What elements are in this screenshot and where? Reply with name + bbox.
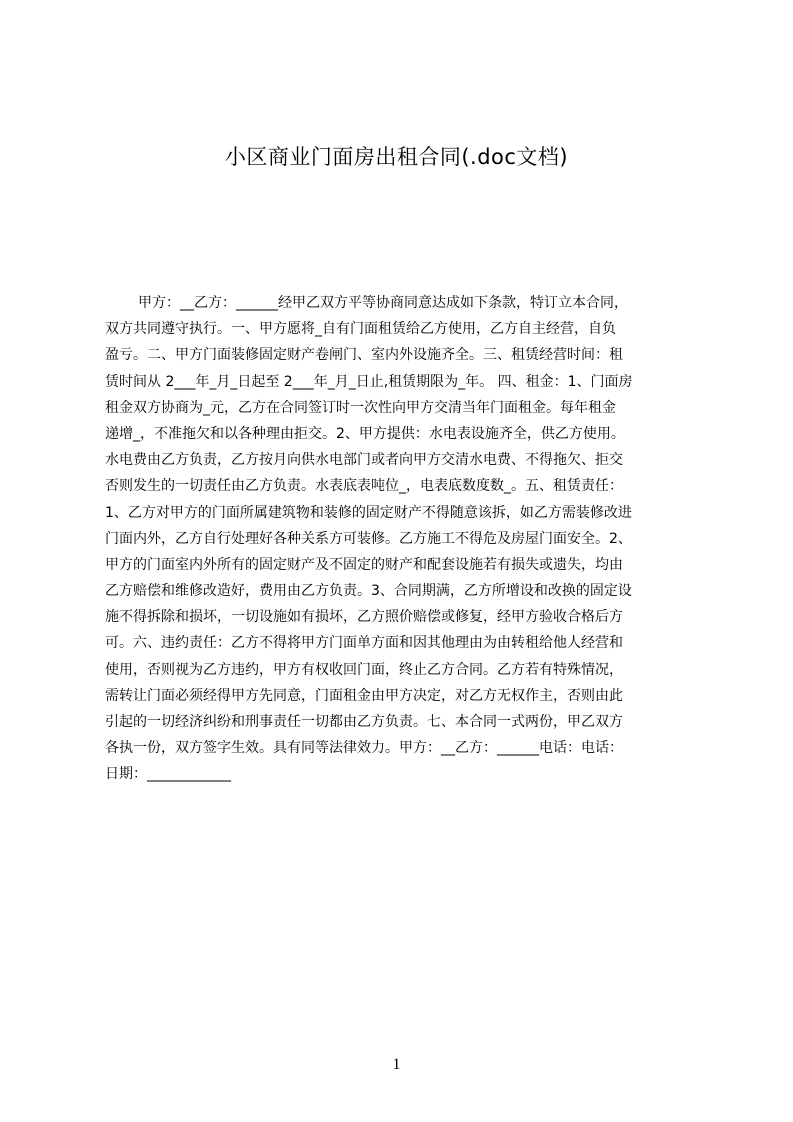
text-line: 门面内外，乙方自行处理好各种关系方可装修。乙方施工不得危及房屋门面安全。2、 bbox=[105, 530, 632, 547]
text-line: 甲方：__乙方：______经甲乙双方平等协商同意达成如下条款，特订立本合同， bbox=[138, 295, 628, 311]
page-number: 1 bbox=[392, 1056, 401, 1073]
text-line: 各执一份，双方签字生效。具有同等法律效力。甲方：__乙方：______电话：电话： bbox=[105, 740, 623, 757]
text-line: 可。六、违约责任：乙方不得将甲方门面单方面和因其他理由为由转租给他人经营和 bbox=[105, 635, 623, 652]
text-line: 需转让门面必须经得甲方先同意，门面租金由甲方决定，对乙方无权作主，否则由此 bbox=[105, 687, 623, 704]
text-line: 租金双方协商为_元，乙方在合同签订时一次性向甲方交清当年门面租金。每年租金 bbox=[105, 399, 616, 416]
text-line: 递增_，不准拖欠和以各种理由拒交。2、甲方提供：水电表设施齐全，供乙方使用。 bbox=[105, 425, 625, 442]
text-line: 盈亏。二、甲方门面装修固定财产卷闸门、室内外设施齐全。三、租赁经营时间：租 bbox=[105, 347, 623, 364]
contract-body bbox=[105, 290, 698, 790]
document-title: 小区商业门面房出租合同(.doc文档) bbox=[224, 145, 569, 169]
text-line: 使用，否则视为乙方违约，甲方有权收回门面，终止乙方合同。乙方若有特殊情况， bbox=[105, 661, 623, 678]
text-line: 甲方的门面室内外所有的固定财产及不固定的财产和配套设施若有损失或遗失，均由 bbox=[105, 556, 623, 573]
text-line: 引起的一切经济纠纷和刑事责任一切都由乙方负责。七、本合同一式两份，甲乙双方 bbox=[105, 714, 623, 730]
text-line: 乙方赔偿和维修改造好，费用由乙方负责。3、合同期满，乙方所增设和改换的固定设 bbox=[105, 583, 632, 600]
text-line: 双方共同遵守执行。一、甲方愿将_自有门面租赁给乙方使用，乙方自主经营，自负 bbox=[105, 321, 616, 338]
text-line: 施不得拆除和损坏，一切设施如有损坏，乙方照价赔偿或修复，经甲方验收合格后方 bbox=[105, 609, 623, 626]
text-line: 日期：____________ bbox=[105, 766, 231, 783]
text-line: 1、乙方对甲方的门面所属建筑物和装修的固定财产不得随意该拆，如乙方需装修改进 bbox=[105, 504, 632, 521]
text-line: 水电费由乙方负责，乙方按月向供水电部门或者向甲方交清水电费、不得拖欠、拒交 bbox=[105, 452, 623, 469]
text-line: 否则发生的一切责任由乙方负责。水表底表吨位_，电表底数度数_。五、租赁责任： bbox=[105, 478, 623, 495]
text-line: 赁时间从 2___年_月_日起至 2___年_月_日止,租赁期限为_年。 四、租金：1、门面房 bbox=[105, 373, 633, 390]
